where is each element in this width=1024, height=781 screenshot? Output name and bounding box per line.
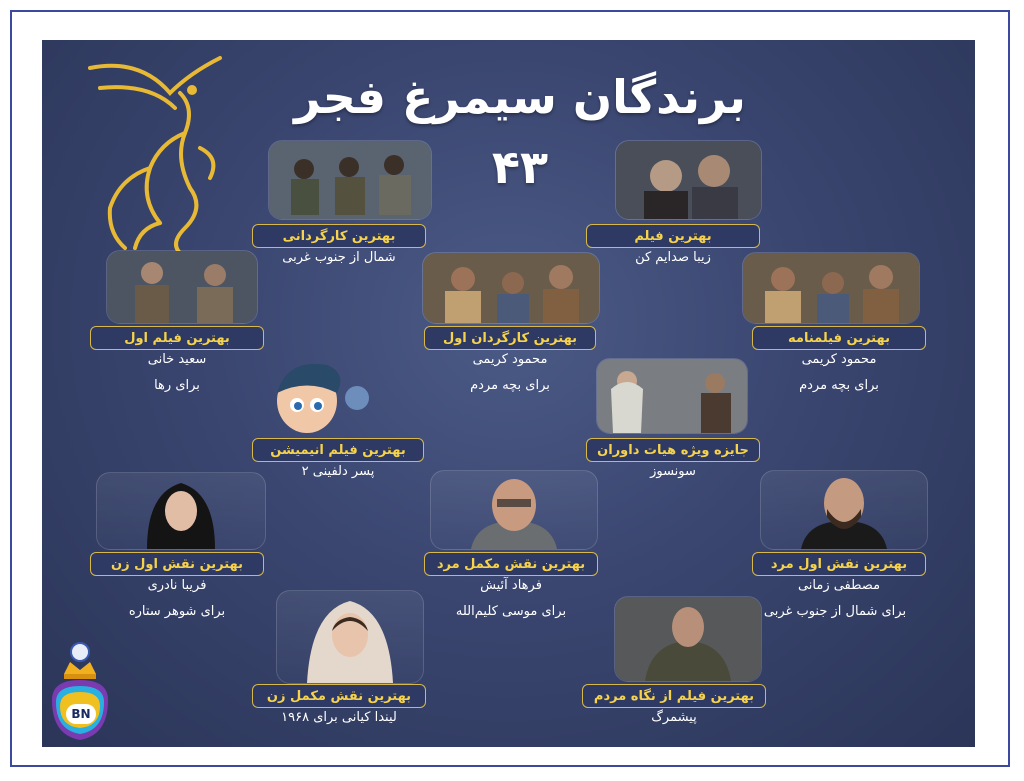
best-film-title: زیبا صدایم کن	[635, 250, 711, 265]
jury-still-icon	[597, 359, 747, 433]
best-first-director-photo	[422, 252, 600, 324]
jury-special-film: سونسوز	[650, 464, 696, 479]
best-first-film-label: بهترین فیلم اول	[90, 326, 264, 350]
best-supporting-actor-photo	[430, 470, 598, 550]
best-actor-label: بهترین نقش اول مرد	[752, 552, 926, 576]
jury-special-photo	[596, 358, 748, 434]
best-first-film-person: سعید خانی	[147, 352, 207, 367]
actress-portrait-icon	[97, 473, 265, 549]
best-supporting-actress-label: بهترین نقش مکمل زن	[252, 684, 426, 708]
best-supporting-actress-person: لیندا کیانی برای ۱۹۶۸	[281, 710, 397, 725]
best-first-director-person: محمود کریمی	[472, 352, 548, 367]
best-supporting-actor-person: فرهاد آئیش	[480, 578, 542, 593]
screenplay-still-icon	[743, 253, 919, 323]
best-first-director-film: برای بچه مردم	[470, 378, 550, 393]
jury-special-label: جایزه ویژه هیات داوران	[586, 438, 760, 462]
best-supporting-actor-label: بهترین نقش مکمل مرد	[424, 552, 598, 576]
page-title: برندگان سیمرغ فجر ۴۳	[294, 70, 746, 194]
best-screenplay-person: محمود کریمی	[801, 352, 877, 367]
crown-badge-logo-icon	[42, 640, 122, 745]
simorgh-bird-emblem-icon	[80, 48, 230, 258]
best-director-label: بهترین کارگردانی	[252, 224, 426, 248]
first-film-still-icon	[107, 251, 257, 323]
best-screenplay-photo	[742, 252, 920, 324]
supporting-actor-portrait-icon	[431, 471, 597, 549]
best-actor-film: برای شمال از جنوب غربی	[763, 604, 907, 619]
best-first-director-label: بهترین کارگردان اول	[424, 326, 596, 350]
best-supporting-actor-film: برای موسی کلیم‌الله	[455, 604, 567, 619]
best-animation-photo	[266, 352, 414, 438]
first-director-still-icon	[423, 253, 599, 323]
bn-watermark-logo	[42, 640, 122, 745]
best-director-film: شمال از جنوب غربی	[282, 250, 396, 265]
best-screenplay-label: بهترین فیلمنامه	[752, 326, 926, 350]
best-animation-film: پسر دلفینی ۲	[301, 464, 375, 479]
best-screenplay-film: برای بچه مردم	[799, 378, 879, 393]
best-actor-person: مصطفی زمانی	[797, 578, 881, 593]
best-film-label: بهترین فیلم	[586, 224, 760, 248]
peoples-choice-label: بهترین فیلم از نگاه مردم	[582, 684, 766, 708]
film-still-icon	[616, 141, 761, 219]
best-actress-photo	[96, 472, 266, 550]
best-actress-film: برای شوهر ستاره	[128, 604, 226, 619]
best-animation-label: بهترین فیلم انیمیشن	[252, 438, 424, 462]
supporting-actress-portrait-icon	[277, 591, 423, 683]
best-director-photo	[268, 140, 432, 220]
bn-watermark-text: BN	[66, 704, 96, 724]
peoples-choice-film: پیشمرگ	[651, 710, 697, 725]
peoples-choice-photo	[614, 596, 762, 682]
best-actress-person: فریبا نادری	[147, 578, 207, 593]
best-actress-label: بهترین نقش اول زن	[90, 552, 264, 576]
best-supporting-actress-photo	[276, 590, 424, 684]
best-first-film-photo	[106, 250, 258, 324]
best-film-photo	[615, 140, 762, 220]
best-first-film-film: برای رها	[154, 378, 200, 393]
peoples-choice-still-icon	[615, 597, 761, 681]
actor-portrait-icon	[761, 471, 927, 549]
animation-character-icon	[267, 353, 413, 437]
director-still-icon	[269, 141, 431, 219]
best-actor-photo	[760, 470, 928, 550]
